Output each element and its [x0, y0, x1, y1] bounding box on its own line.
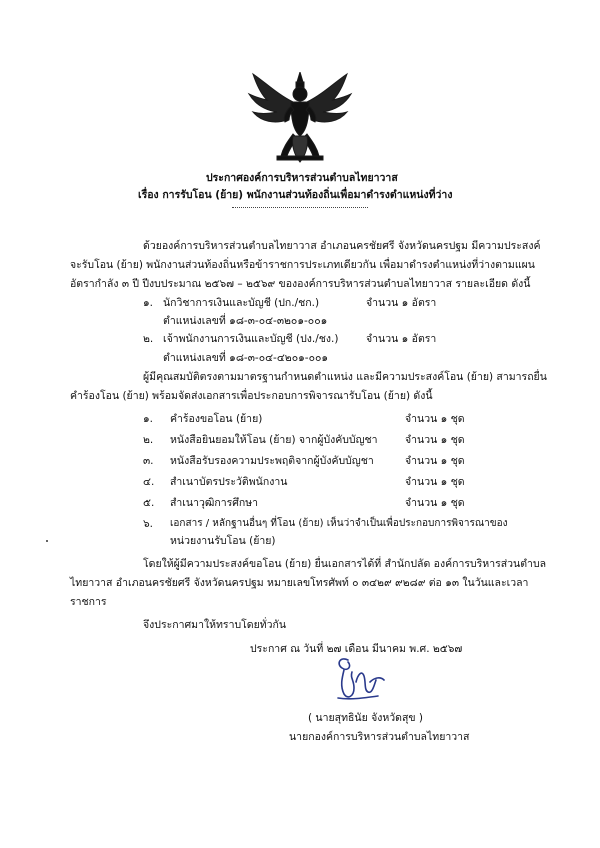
qualification-line-2: คำร้องโอน (ย้าย) พร้อมจัดส่งเอกสารเพื่อประกอบการพิจารณารับโอน (ย้าย) ดังนี้ — [70, 390, 433, 402]
document-item: หนังสือยินยอมให้โอน (ย้าย) จากผู้บังคับบัญชา — [170, 434, 378, 446]
intro-line-2: จะรับโอน (ย้าย) พนักงานส่วนท้องถิ่นหรือข้าราชการประเภทเดียวกัน เพื่อมาดำรงตำแหน่งที่ว่างตามแผน — [70, 259, 535, 271]
position-code: ตำแหน่งเลขที่ ๑๘-๓-๐๔-๓๒๐๑-๐๐๑ — [163, 315, 328, 327]
document-number: ๖. — [143, 518, 154, 530]
document-count: จำนวน ๑ ชุด — [405, 434, 465, 446]
position-number: ๒. — [143, 333, 154, 345]
submission-line-1: โดยให้ผู้มีความประสงค์ขอโอน (ย้าย) ยื่นเอกสารได้ที่ สำนักปลัด องค์การบริหารส่วนตำบล — [143, 558, 547, 570]
header-divider — [232, 207, 368, 208]
intro-line-3: อัตรากำลัง ๓ ปี ปีงบประมาณ ๒๕๖๗ – ๒๕๖๙ ขององค์การบริหารส่วนตำบลไทยาวาส รายละเอียด ดังนี้ — [70, 278, 531, 290]
garuda-emblem-icon — [247, 72, 353, 164]
handwritten-signature — [330, 652, 390, 706]
document-number: ๒. — [143, 434, 154, 446]
qualification-line-1: ผู้มีคุณสมบัติตรงตามมาตรฐานกำหนดตำแหน่ง และมีความประสงค์โอน (ย้าย) สามารถยื่น — [143, 371, 547, 383]
document-count: จำนวน ๑ ชุด — [405, 476, 465, 488]
position-name: เจ้าพนักงานการเงินและบัญชี (ปง./ชง.) — [163, 333, 339, 345]
signer-title: นายกองค์การบริหารส่วนตำบลไทยาวาส — [289, 731, 470, 743]
position-name: นักวิชาการเงินและบัญชี (ปก./ชก.) — [163, 297, 320, 309]
submission-line-2: ไทยาวาส อำเภอนครชัยศรี จังหวัดนครปฐม หมายเลขโทรศัพท์ ๐ ๓๔๒๙ ๙๒๘๙ ต่อ ๑๓ ในวันและเวลา — [70, 577, 529, 589]
document-item: เอกสาร / หลักฐานอื่นๆ ที่โอน (ย้าย) เห็นว่าจำเป็นเพื่อประกอบการพิจารณาของ — [170, 518, 508, 529]
document-item-continued: หน่วยงานรับโอน (ย้าย) — [170, 535, 276, 547]
position-number: ๑. — [143, 297, 154, 309]
document-item: คำร้องขอโอน (ย้าย) — [170, 413, 263, 425]
document-number: ๑. — [143, 413, 154, 425]
position-count: จำนวน ๑ อัตรา — [366, 297, 437, 309]
document-number: ๕. — [143, 497, 155, 509]
signer-name: ( นายสุทธินัย จังหวัดสุข ) — [308, 712, 424, 724]
document-item: หนังสือรับรองความประพฤติจากผู้บังคับบัญชา — [170, 455, 374, 467]
announcement-subject: เรื่อง การรับโอน (ย้าย) พนักงานส่วนท้องถิ่นเพื่อมาดำรงตำแหน่งที่ว่าง — [138, 189, 453, 201]
document-count: จำนวน ๑ ชุด — [405, 413, 465, 425]
document-number: ๓. — [143, 455, 154, 467]
document-number: ๔. — [143, 476, 155, 488]
stray-mark — [46, 540, 48, 542]
announcement-title: ประกาศองค์การบริหารส่วนตำบลไทยาวาส — [206, 172, 398, 184]
submission-line-3: ราชการ — [70, 596, 107, 608]
document-count: จำนวน ๑ ชุด — [405, 497, 465, 509]
document-item: สำเนาบัตรประวัติพนักงาน — [170, 476, 288, 488]
announcement-date: ประกาศ ณ วันที่ ๒๗ เดือน มีนาคม พ.ศ. ๒๕๖๗ — [250, 643, 463, 655]
document-count: จำนวน ๑ ชุด — [405, 455, 465, 467]
document-item: สำเนาวุฒิการศึกษา — [170, 497, 259, 509]
intro-line-1: ด้วยองค์การบริหารส่วนตำบลไทยาวาส อำเภอนครชัยศรี จังหวัดนครปฐม มีความประสงค์ — [143, 240, 541, 252]
position-code: ตำแหน่งเลขที่ ๑๘-๓-๐๔-๔๒๐๑-๐๐๑ — [163, 352, 329, 364]
closing-statement: จึงประกาศมาให้ทราบโดยทั่วกัน — [143, 619, 287, 631]
position-count: จำนวน ๑ อัตรา — [366, 333, 437, 345]
